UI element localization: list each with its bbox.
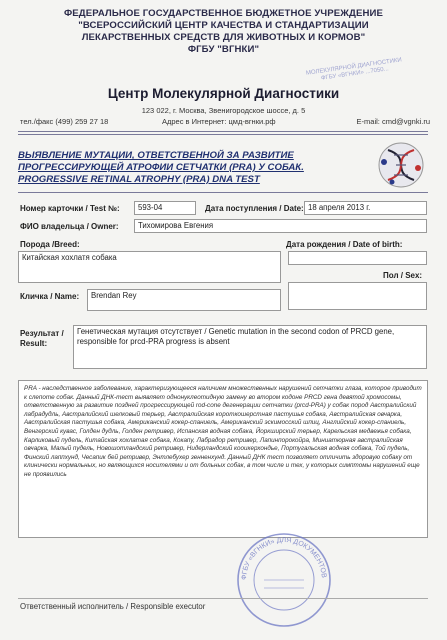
- card-number-label: Номер карточки / Test №:: [20, 204, 120, 213]
- email-text: E-mail: cmd@vgnki.ru: [356, 117, 430, 126]
- organization-round-stamp: [234, 530, 334, 630]
- center-title: Центр Молекулярной Диагностики: [107, 86, 340, 101]
- breed-label: Порода /Breed:: [20, 240, 80, 249]
- result-label-ru: Результат /: [20, 329, 64, 338]
- organization-header: [0, 8, 447, 56]
- phone-text: тел./факс (499) 259 27 18: [20, 117, 109, 126]
- birth-date-label: Дата рождения / Date of birth:: [286, 240, 403, 249]
- org-line-2: "ВСЕРОССИЙСКИЙ ЦЕНТР КАЧЕСТВА И СТАНДАРТИЗАЦИИ: [78, 20, 369, 31]
- header-divider: [18, 131, 428, 132]
- svg-text:ФГБУ «ВГНКИ» ДЛЯ ДОКУМЕНТОВ: [241, 537, 327, 580]
- org-line-1: ФЕДЕРАЛЬНОЕ ГОСУДАРСТВЕННОЕ БЮДЖЕТНОЕ УЧРЕЖДЕНИЕ: [64, 8, 383, 19]
- card-number-field: 593-04: [134, 201, 196, 215]
- org-line-3: ЛЕКАРСТВЕННЫХ СРЕДСТВ ДЛЯ ЖИВОТНЫХ И КОРМОВ": [81, 32, 366, 43]
- header-divider-2: [18, 134, 428, 135]
- owner-field: Тихомирова Евгения: [134, 219, 427, 233]
- center-address: 123 022, г. Москва, Звенигородское шоссе, д. 5: [141, 106, 306, 115]
- test-title: [18, 150, 358, 186]
- sex-label: Пол / Sex:: [383, 271, 423, 280]
- breed-field: Китайская хохлатя собака: [18, 251, 281, 283]
- name-field: Brendan Rey: [87, 289, 281, 311]
- name-label: Кличка / Name:: [20, 292, 80, 301]
- test-title-line-2: ПРОГРЕССИРУЮЩЕЙ АТРОФИИ СЕТЧАТКИ (PRA) У СОБАК.: [18, 162, 304, 173]
- responsible-executor-label: Ответственный исполнитель / Responsible executor: [20, 602, 206, 611]
- birth-date-field: [288, 251, 427, 265]
- dna-molecule-icon: [372, 140, 430, 190]
- title-divider: [18, 192, 428, 193]
- org-line-4: ФГБУ "ВГНКИ": [187, 44, 260, 55]
- test-title-line-3: PROGRESSIVE RETINAL ATROPHY (PRA) DNA TEST: [18, 174, 260, 185]
- receipt-date-label: Дата поступления / Date:: [205, 204, 304, 213]
- stamp-ring-text: ФГБУ «ВГНКИ» ДЛЯ ДОКУМЕНТОВ: [240, 536, 327, 581]
- website-text: Адрес в Интернет: цмд-вгнки.рф: [162, 117, 276, 126]
- test-title-line-1: ВЫЯВЛЕНИЕ МУТАЦИИ, ОТВЕТСТВЕННОЙ ЗА РАЗВИТИЕ: [18, 150, 294, 161]
- pra-description-note: PRA - наследственное заболевание, характеризующееся наличием множественных нарушений сетчатки глаза, которое приводит к слепоте собак. Данный ДНК-тест выявляет однонуклеотидную замену во втором кодоне PRCD гена девятой хромосомы, ответственную за развитие поздней прогрессирующей rod-cone дегенерации сетчатки (prcd-PRA) у собак пород Австралийский лабрадудль, Австралийский шелковый терьер, Австралийская короткошерстная пастушья собака, Австралийская овчарка, Австралийская пастушья собака, Американский кокер-спаниель, Американский эскимосский шпиц, Английский кокер-спаниель, Венгерский кувас, Голден дудль, Голден ретривер, Испанская водная собака, Йоркширский терьер, Карельская медвежья собака, Карликовый пудель, Китайская хохлатая собака, Кокапу, Лабрадор ретривер, Лапинпорокойра, Миниатюрная австралийская овчарка, Малый пудель, Новошотландский ретривер, Нидерландский кооикерхондье, Португальская водная собака, Той пудель, Финский лаппхунд, Чесапик бей ретривер, Энтлебухер зенненхунд. Данный ДНК тест позволяет отличить здоровую собаку от клинически нормальных, но являющихся носителями и от больных собак, в том числе и тех, у которых симптомы нарушений еще не проявились: [18, 380, 428, 538]
- receipt-date-field: 18 апреля 2013 г.: [304, 201, 427, 215]
- executor-divider: [18, 598, 428, 599]
- blue-stamp-watermark: МОЛЕКУЛЯРНОЙ ДИАГНОСТИКИ ФГБУ «ВГНКИ» ...7050...: [305, 57, 403, 82]
- result-label-en: Result:: [20, 339, 48, 348]
- owner-label: ФИО владельца / Owner:: [20, 222, 119, 231]
- sex-field: [288, 282, 427, 310]
- result-field: Генетическая мутация отсутствует / Genetic mutation in the second codon of PRCD gene, responsible for prcd-PRA progress is absent: [73, 325, 427, 369]
